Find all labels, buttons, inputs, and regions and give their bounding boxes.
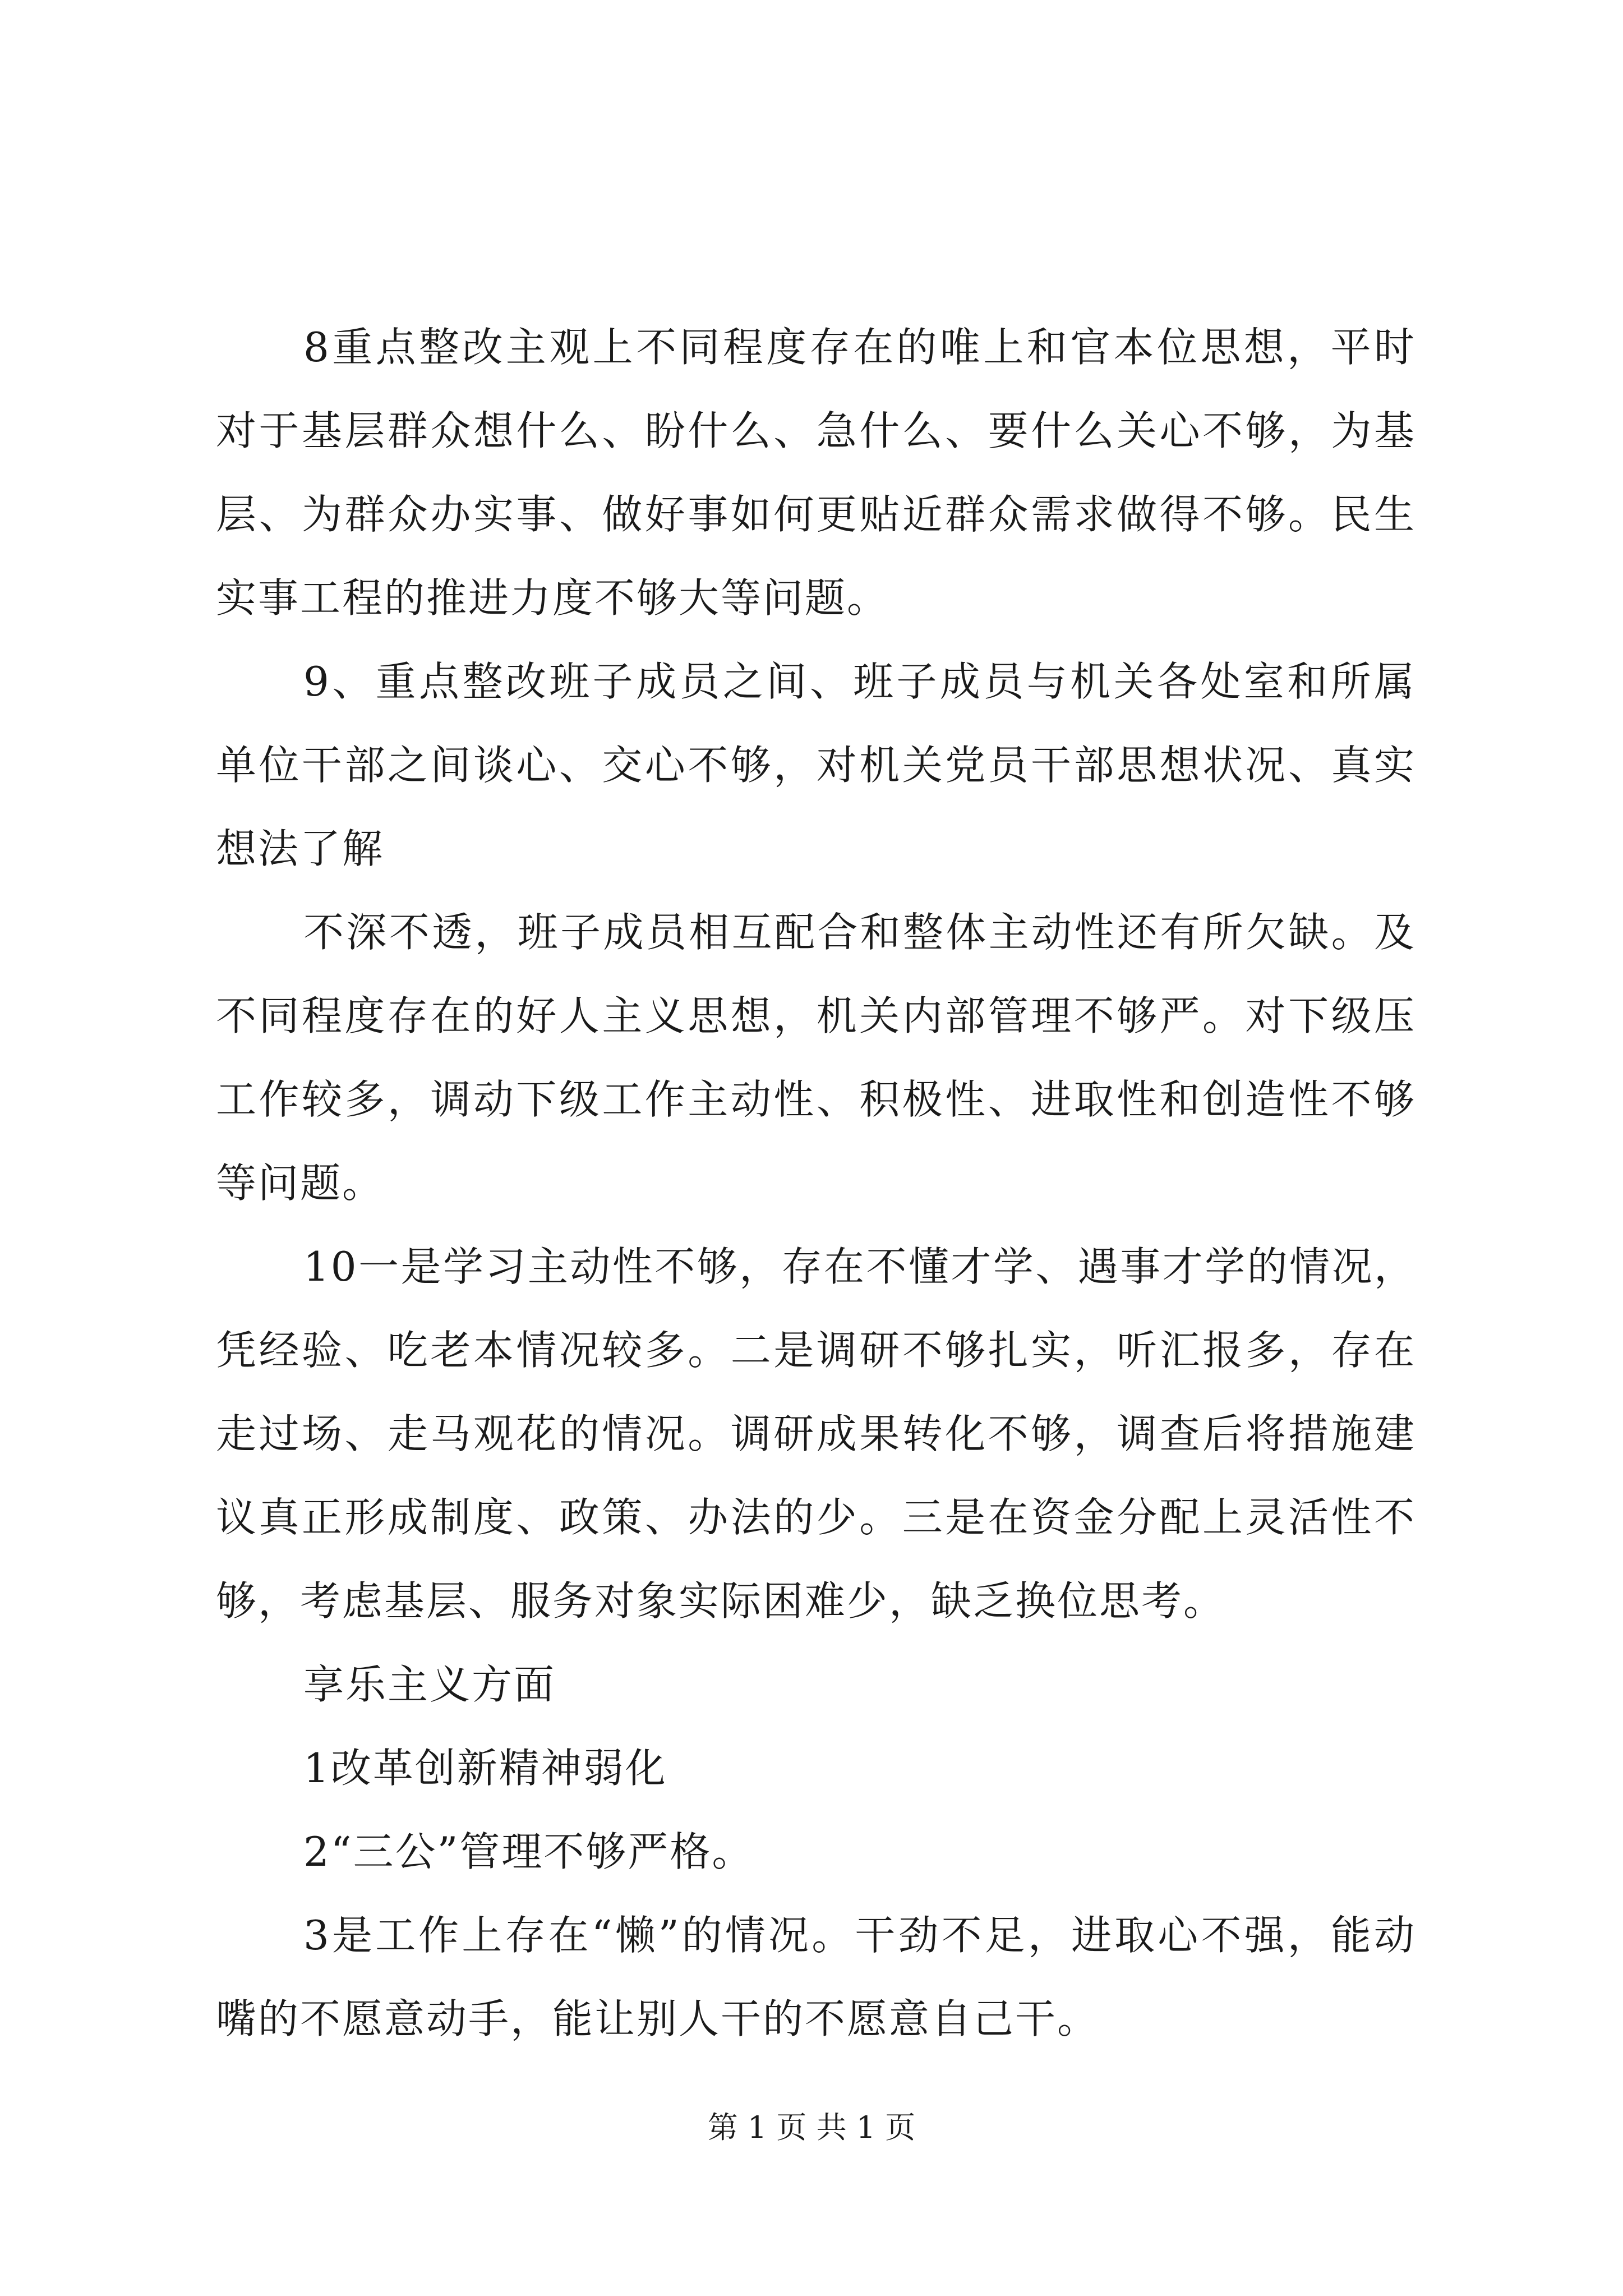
section-heading: 享乐主义方面 <box>303 1661 556 1708</box>
paragraph-8: 8重点整改主观上不同程度存在的唯上和官本位思想，平时对于基层群众想什么、盼什么、急什么、要什么关心不够，为基层、为群众办实事、做好事如何更贴近群众需求做得不够。民生实事工程的推进力度不够大等问题。 <box>216 324 1416 622</box>
paragraph-3: 3是工作上存在“懒”的情况。干劲不足，进取心不强，能动嘴的不愿意动手，能让别人干的不愿意自己干。 <box>216 1912 1416 2042</box>
paragraph-9-continued: 不深不透，班子成员相互配合和整体主动性还有所欠缺。及不同程度存在的好人主义思想，机关内部管理不够严。对下级压工作较多，调动下级工作主动性、积极性、进取性和创造性不够等问题。 <box>216 909 1416 1207</box>
page-footer: 第 1 页 共 1 页 <box>707 2110 916 2145</box>
document-body <box>216 306 1416 2061</box>
list-item: 2“三公”管理不够严格。 <box>303 1828 754 1875</box>
list-item: 1改革创新精神弱化 <box>303 1745 667 1792</box>
paragraph-10: 10一是学习主动性不够，存在不懂才学、遇事才学的情况，凭经验、吃老本情况较多。二是调研不够扎实，听汇报多，存在走过场、走马观花的情况。调研成果转化不够，调查后将措施建议真正形成制度、政策、办法的少。三是在资金分配上灵活性不够，考虑基层、服务对象实际困难少，缺乏换位思考。 <box>216 1243 1416 1625</box>
paragraph-9: 9、重点整改班子成员之间、班子成员与机关各处室和所属单位干部之间谈心、交心不够，对机关党员干部思想状况、真实想法了解 <box>216 658 1416 872</box>
